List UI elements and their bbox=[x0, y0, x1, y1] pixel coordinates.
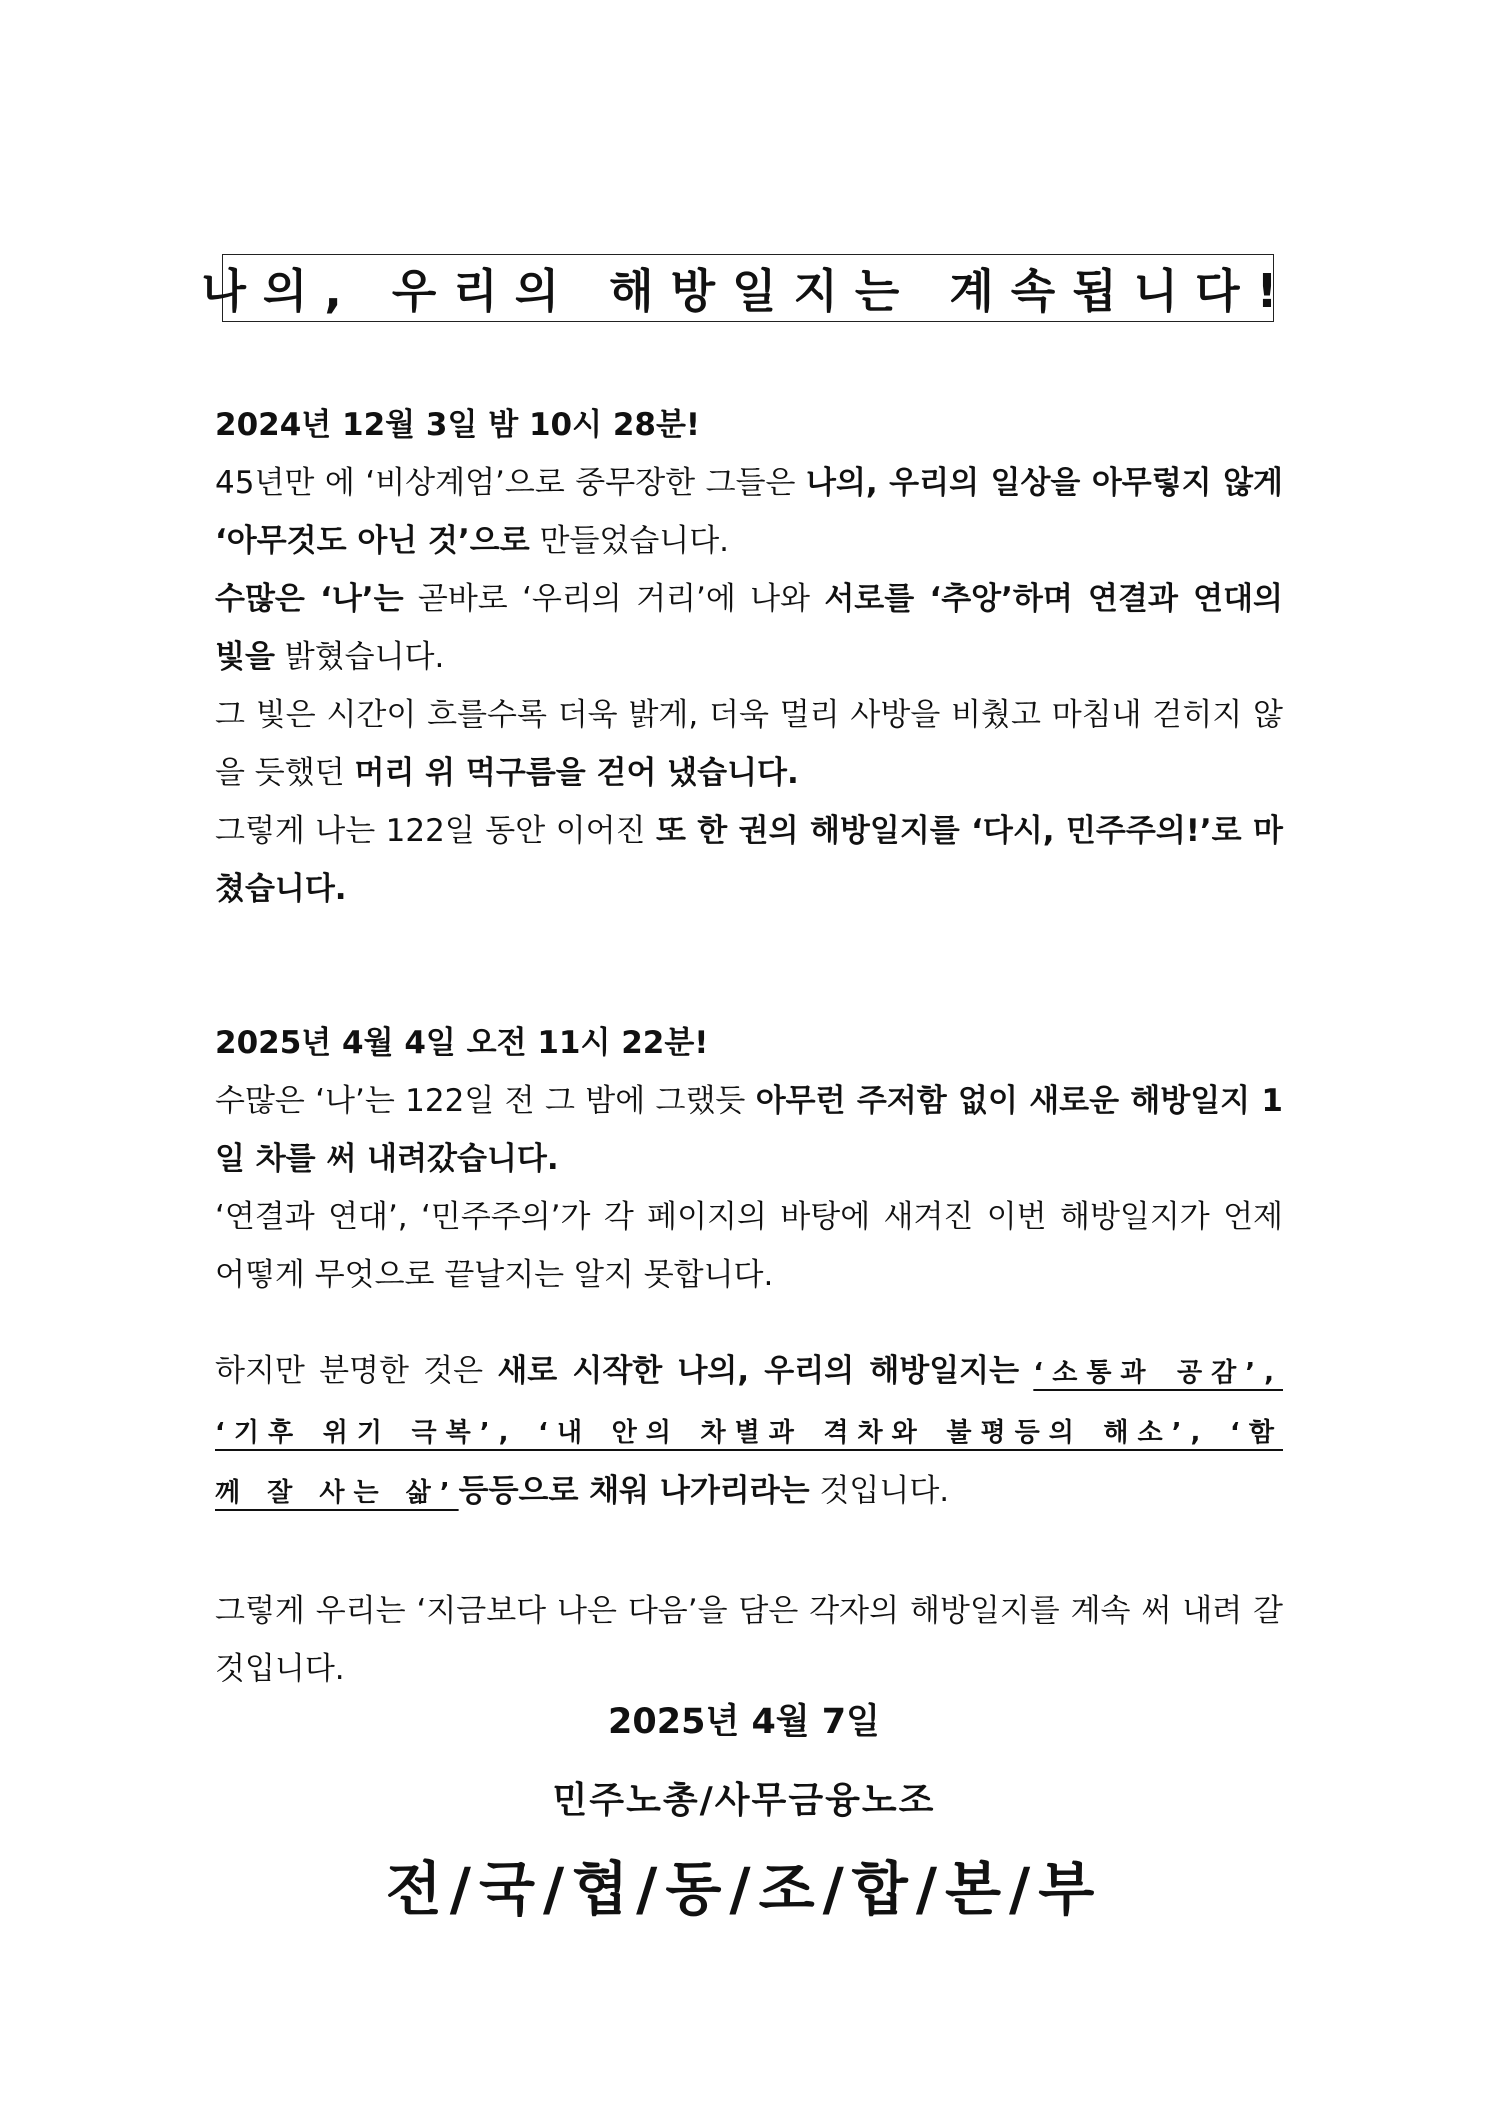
paragraph bbox=[215, 1072, 1283, 1188]
section-heading-2025: 2025년 4월 4일 오전 11시 22분! bbox=[215, 1025, 709, 1061]
text-run: 그렇게 나는 122일 동안 이어진 bbox=[215, 813, 656, 849]
paragraph bbox=[215, 570, 1283, 686]
paragraph bbox=[215, 454, 1283, 570]
footer-signature: 전/국/협/동/조/합/본/부 bbox=[385, 1855, 1103, 1923]
footer-organization: 민주노총/사무금융노조 bbox=[552, 1780, 936, 1821]
bold-run: 머리 위 먹구름을 걷어 냈습니다. bbox=[354, 755, 799, 791]
title-box bbox=[201, 254, 1295, 322]
paragraph bbox=[215, 802, 1283, 918]
underlined-highlight: ‘소통과 공감’, ‘기후 위기 극복’, ‘내 안의 차별과 격차와 불평등의 해소’, ‘함께 잘 사는 삶’ bbox=[215, 1358, 1283, 1508]
paragraph: ‘연결과 연대’, ‘민주주의’가 각 페이지의 바탕에 새겨진 이번 해방일지가 언제 어떻게 무엇으로 끝날지는 알지 못합니다. bbox=[215, 1199, 1283, 1293]
paragraph bbox=[215, 686, 1283, 802]
text-run: 만들었습니다. bbox=[529, 523, 730, 559]
text-run: 그 빛은 시간이 흐를수록 더욱 밝게, 더욱 멀리 사방을 비췄고 마침내 걷히지 않을 듯했던 bbox=[215, 697, 1283, 791]
section-2024 bbox=[215, 396, 1283, 918]
text-run: 밝혔습니다. bbox=[274, 639, 445, 675]
section-conclusion bbox=[215, 1342, 1283, 1522]
bold-run: 또 한 권의 해방일지를 ‘다시, 민주주의!’로 마쳤습니다. bbox=[215, 813, 1283, 907]
text-run: 것입니다. bbox=[809, 1473, 950, 1509]
footer-date: 2025년 4월 7일 bbox=[608, 1702, 880, 1742]
bold-run: 서로를 ‘추앙’하며 연결과 연대의 빛을 bbox=[215, 581, 1284, 675]
text-run: 45년만 에 ‘비상계엄’으로 중무장한 그들은 bbox=[215, 465, 807, 501]
paragraph bbox=[215, 1342, 1283, 1522]
document-title: 나의, 우리의 해방일지는 계속됩니다! bbox=[201, 264, 1295, 318]
text-run bbox=[1019, 1353, 1033, 1389]
bold-run: 새로 시작한 나의, 우리의 해방일지는 bbox=[497, 1353, 1020, 1389]
bold-run: 나의, 우리의 일상을 아무렇지 않게 ‘아무것도 아닌 것’으로 bbox=[215, 465, 1283, 559]
section-2025 bbox=[215, 1014, 1283, 1304]
section-heading-2024: 2024년 12월 3일 밤 10시 28분! bbox=[215, 407, 701, 443]
text-run: 하지만 분명한 것은 bbox=[215, 1353, 498, 1389]
bold-run: 아무런 주저함 없이 새로운 해방일지 1일 차를 써 내려갔습니다. bbox=[215, 1083, 1283, 1177]
bold-run: 등등으로 채워 나가리라는 bbox=[458, 1473, 810, 1509]
bold-run: 수많은 ‘나’는 bbox=[215, 581, 404, 617]
paragraph: 그렇게 우리는 ‘지금보다 나은 다음’을 담은 각자의 해방일지를 계속 써 내려 갈 것입니다. bbox=[215, 1593, 1283, 1687]
text-run: 수많은 ‘나’는 122일 전 그 밤에 그랬듯 bbox=[215, 1083, 756, 1119]
section-closing bbox=[215, 1582, 1283, 1698]
text-run: 곧바로 ‘우리의 거리’에 나와 bbox=[403, 581, 825, 617]
